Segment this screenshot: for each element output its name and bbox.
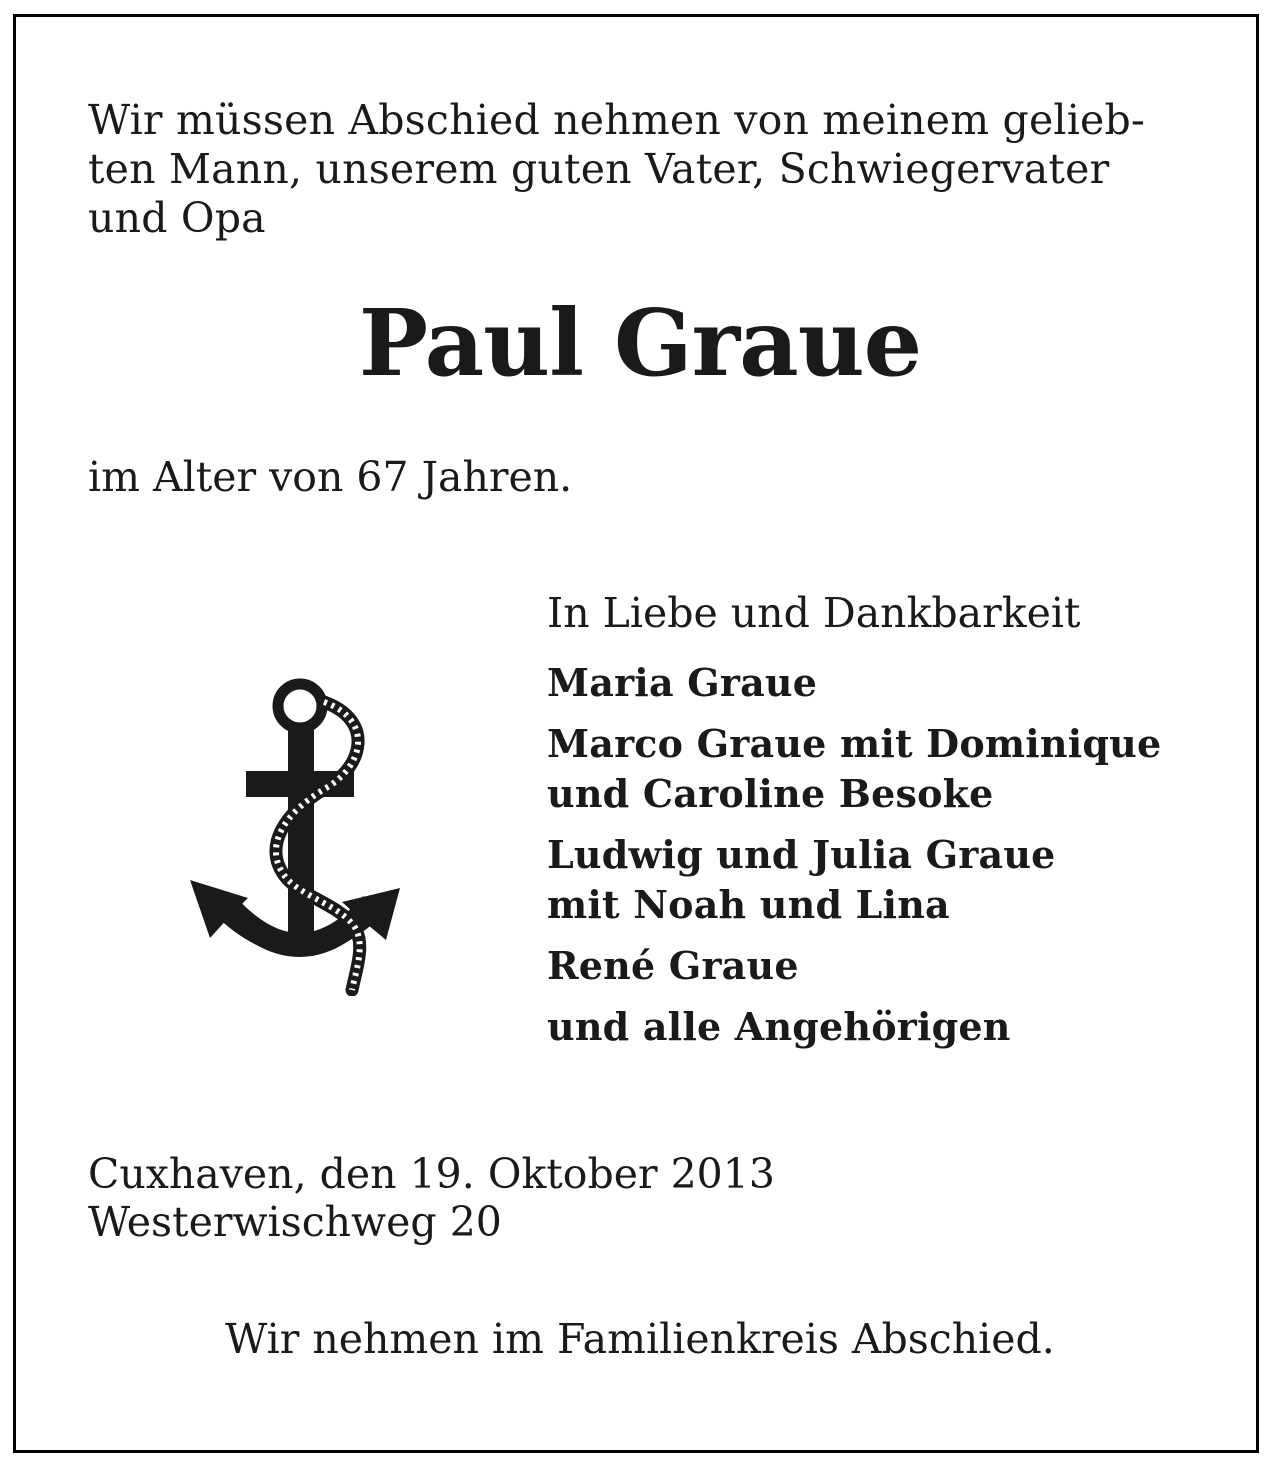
mourner-entry: René Graue: [547, 943, 799, 988]
mourners-list: [547, 658, 1237, 1063]
age-line: im Alter von 67 Jahren.: [88, 453, 573, 501]
mourner-entry: Ludwig und Julia Graue mit Noah und Lina: [547, 832, 1056, 927]
intro-text: Wir müssen Abschied nehmen von meinem gelieb- ten Mann, unserem guten Vater, Schwiegervater und Opa: [88, 96, 1146, 242]
mourner-entry: Maria Graue: [547, 660, 818, 705]
address: Westerwischweg 20: [88, 1198, 502, 1246]
deceased-name: Paul Graue: [358, 289, 922, 397]
dedication-line: In Liebe und Dankbarkeit: [547, 589, 1081, 637]
mourner-entry: und alle Angehörigen: [547, 1004, 1011, 1049]
place-date: Cuxhaven, den 19. Oktober 2013: [88, 1150, 775, 1198]
mourner-entry: Marco Graue mit Dominique und Caroline Besoke: [547, 721, 1162, 816]
anchor-icon: [186, 676, 406, 996]
closing-line: Wir nehmen im Familienkreis Abschied.: [225, 1315, 1055, 1363]
